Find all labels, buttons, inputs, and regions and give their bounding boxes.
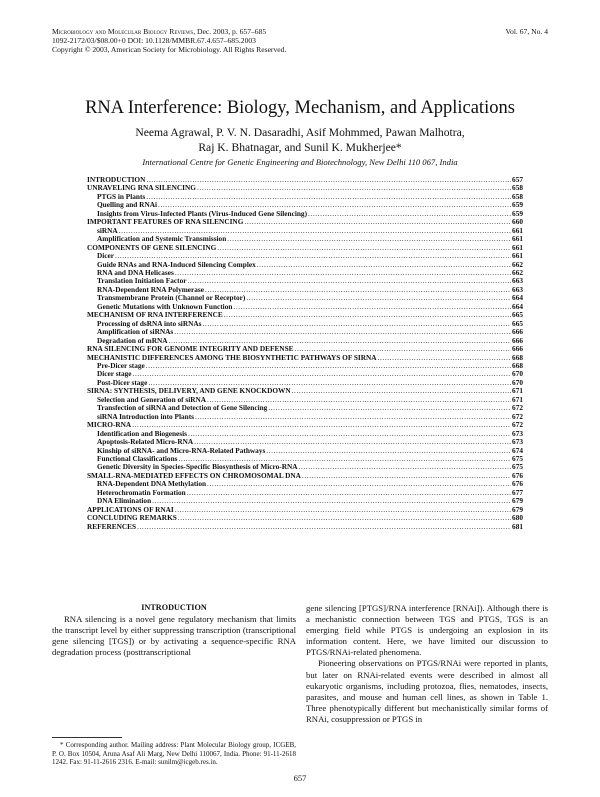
toc-entry-page: 671 — [512, 386, 523, 396]
toc-leader-dots — [302, 472, 511, 480]
toc-leader-dots — [292, 387, 511, 395]
toc-entry-page: 661 — [512, 234, 523, 244]
section-heading-introduction: INTRODUCTION — [141, 603, 207, 612]
page-number: 657 — [293, 773, 307, 783]
toc-leader-dots — [146, 176, 511, 184]
toc-entry[interactable] — [87, 413, 523, 421]
toc-entry-label: Functional Classifications — [97, 453, 178, 463]
toc-entry-page: 658 — [512, 183, 523, 193]
toc-entry-page: 671 — [512, 394, 523, 404]
toc-entry-label: PTGS in Plants — [97, 191, 146, 201]
toc-entry-page: 663 — [512, 284, 523, 294]
toc-entry-label: RNA and DNA Helicases — [97, 267, 174, 277]
toc-entry-page: 681 — [512, 521, 523, 531]
right-column — [306, 603, 548, 725]
toc-leader-dots — [146, 362, 511, 370]
toc-entry-label: INTRODUCTION — [87, 175, 146, 184]
toc-leader-dots — [175, 269, 511, 277]
toc-entry[interactable] — [87, 184, 523, 192]
authors-line-1: Neema Agrawal, P. V. N. Dasaradhi, Asif Mohmmed, Pawan Malhotra, — [135, 126, 465, 139]
toc-entry-page: 661 — [512, 225, 523, 235]
toc-entry-page: 661 — [512, 251, 523, 261]
toc-entry-page: 659 — [512, 200, 523, 210]
copyright-line: Copyright © 2003, American Society for Microbiology. All Rights Reserved. — [52, 45, 287, 55]
toc-leader-dots — [244, 218, 511, 226]
toc-entry-label: Dicer — [97, 251, 115, 261]
toc-entry[interactable] — [87, 489, 523, 497]
toc-entry-label: RNA-Dependent DNA Methylation — [97, 479, 207, 489]
toc-entry-label: Pre-Dicer stage — [97, 360, 145, 370]
toc-leader-dots — [197, 184, 511, 192]
journal-citation — [52, 27, 548, 36]
toc-entry-page: 663 — [512, 276, 523, 286]
toc-entry-page: 661 — [512, 242, 523, 252]
toc-entry-label: MICRO-RNA — [87, 420, 132, 430]
authors-line-2: Raj K. Bhatnagar, and Sunil K. Mukherjee* — [198, 141, 402, 154]
toc-entry-label: Apoptosis-Related Micro-RNA — [97, 437, 194, 447]
toc-leader-dots — [174, 328, 511, 336]
toc-entry-label: IMPORTANT FEATURES OF RNA SILENCING — [87, 217, 244, 227]
toc-entry-page: 679 — [512, 504, 523, 514]
toc-entry-label: Genetic Diversity in Species-Specific Biosynthesis of Micro-RNA — [97, 462, 298, 472]
toc-entry-page: 662 — [512, 259, 523, 269]
toc-entry-label: Genetic Mutations with Unknown Function — [97, 301, 233, 311]
toc-leader-dots — [195, 413, 511, 421]
toc-entry-label: Amplification and Systemic Transmission — [97, 234, 227, 244]
volume-number: Vol. 67, No. 4 — [505, 27, 548, 36]
toc-leader-dots — [187, 489, 511, 497]
toc-entry-label: Post-Dicer stage — [97, 377, 148, 387]
toc-entry-page: 665 — [512, 318, 523, 328]
toc-entry-label: DNA Elimination — [97, 496, 152, 506]
toc-leader-dots — [133, 370, 512, 378]
toc-entry-page: 665 — [512, 310, 523, 320]
toc-leader-dots — [378, 354, 511, 362]
toc-leader-dots — [137, 523, 511, 531]
toc-leader-dots — [178, 514, 511, 522]
toc-entry-page: 672 — [512, 403, 523, 413]
toc-entry-label: APPLICATIONS OF RNAI — [87, 504, 174, 514]
toc-entry-page: 660 — [512, 217, 523, 227]
toc-entry-page: 668 — [512, 352, 523, 362]
toc-leader-dots — [257, 261, 511, 269]
toc-entry-label: Kinship of siRNA- and Micro-RNA-Related Pathways — [97, 445, 266, 455]
toc-entry-page: 672 — [512, 411, 523, 421]
toc-entry-label: RNA-Dependent RNA Polymerase — [97, 284, 205, 294]
toc-entry-label: Identification and Biogenesis — [97, 428, 188, 438]
toc-entry-label: siRNA Introduction into Plants — [97, 411, 194, 421]
article-title: RNA Interference: Biology, Mechanism, and Applications — [85, 98, 515, 118]
toc-leader-dots — [187, 277, 511, 285]
running-header — [52, 27, 548, 55]
toc-entry-label: SIRNA: SYNTHESIS, DELIVERY, AND GENE KNOCKDOWN — [87, 386, 291, 396]
toc-entry[interactable] — [87, 354, 523, 362]
intro-paragraph-1: RNA silencing is a novel gene regulatory mechanism that limits the transcript level by either suppressing transcription (transcriptional gene silencing [TGS]) or by activating a sequence-specific RNA degradation process (posttranscriptional — [52, 614, 296, 658]
toc-entry-label: Selection and Generation of siRNA — [97, 394, 207, 404]
intro-paragraph-1-continued: gene silencing [PTGS]/RNA interference [RNAi]). Although there is a mechanistic connection between TGS and PTGS, TGS is an emerging field while PTGS is undergoing an explosion in its information content. Here, we have limited our discussion to PTGS/RNAi-related phenomena. — [306, 603, 548, 658]
toc-entry-label: Degradation of mRNA — [97, 335, 168, 345]
toc-entry-page: 673 — [512, 437, 523, 447]
toc-leader-dots — [146, 193, 511, 201]
toc-entry-page: 679 — [512, 496, 523, 506]
intro-paragraph-2: Pioneering observations on PTGS/RNAi were reported in plants, but later on RNAi-related events were described in almost all eukaryotic organisms, including protozoa, flies, nematodes, insects, parasites, and mouse and human cell lines, as shown in Table 1. Three phenotypically different but mechanistically similar forms of RNAi, cosuppression or PTGS in — [306, 658, 548, 724]
toc-entry-page: 657 — [512, 175, 523, 184]
toc-entry-page: 676 — [512, 479, 523, 489]
toc-entry[interactable] — [87, 370, 523, 378]
journal-name: Microbiology and Molecular Biology Reviews — [52, 27, 194, 36]
toc-entry-label: Dicer stage — [97, 369, 132, 379]
toc-entry[interactable] — [87, 523, 523, 531]
toc-entry-label: Quelling and RNAi — [97, 200, 158, 210]
toc-entry-page: 670 — [512, 377, 523, 387]
toc-entry-page: 677 — [512, 487, 523, 497]
toc-entry-page: 672 — [512, 420, 523, 430]
toc-entry-label: siRNA — [97, 225, 118, 235]
toc-leader-dots — [233, 303, 511, 311]
toc-entry-page: 680 — [512, 513, 523, 523]
toc-leader-dots — [299, 463, 512, 471]
toc-entry-page: 675 — [512, 453, 523, 463]
toc-leader-dots — [227, 235, 511, 243]
toc-entry-label: Insights from Virus-Infected Plants (Virus-Induced Gene Silencing) — [97, 208, 307, 218]
toc-entry-label: UNRAVELING RNA SILENCING — [87, 183, 196, 193]
toc-entry-label: MECHANISTIC DIFFERENCES AMONG THE BIOSYNTHETIC PATHWAYS OF SIRNA — [87, 352, 377, 362]
toc-leader-dots — [268, 404, 511, 412]
toc-leader-dots — [202, 320, 511, 328]
table-of-contents — [87, 176, 523, 531]
toc-leader-dots — [175, 506, 511, 514]
toc-entry[interactable] — [87, 362, 523, 370]
toc-entry-page: 662 — [512, 267, 523, 277]
toc-entry-label: COMPONENTS OF GENE SILENCING — [87, 242, 217, 252]
toc-leader-dots — [266, 447, 511, 455]
toc-entry-label: Transmembrane Protein (Channel or Receptor) — [97, 293, 246, 303]
toc-entry-page: 664 — [512, 301, 523, 311]
toc-entry-page: 676 — [512, 470, 523, 480]
toc-entry-page: 674 — [512, 445, 523, 455]
toc-leader-dots — [152, 497, 511, 505]
toc-entry-label: SMALL-RNA-MEDIATED EFFECTS ON CHROMOSOMAL DNA — [87, 470, 301, 480]
toc-entry-page: 668 — [512, 360, 523, 370]
issue-date-pages: , Dec. 2003, p. 657–685 — [193, 27, 267, 36]
toc-entry-label: Transfection of siRNA and Detection of Gene Silencing — [97, 403, 268, 413]
toc-entry-page: 675 — [512, 462, 523, 472]
left-column — [52, 614, 296, 658]
toc-leader-dots — [205, 286, 511, 294]
toc-entry-page: 658 — [512, 191, 523, 201]
toc-leader-dots — [207, 480, 511, 488]
toc-entry-page: 670 — [512, 369, 523, 379]
toc-leader-dots — [132, 421, 511, 429]
affiliation: International Centre for Genetic Engineering and Biotechnology, New Delhi 110 067, India — [142, 157, 458, 167]
footnote-text: * Corresponding author. Mailing address: Plant Molecular Biology group, ICGEB, P. O. Box 10504, Aruna Asaf Ali Marg, New Delhi 110067, India. Phone: 91-11-2618 1242. Fax: 91-11-2616 2316. E-mail: sunilm@icgeb.res.in. — [52, 741, 296, 767]
toc-entry-page: 666 — [512, 335, 523, 345]
author-list — [0, 125, 600, 155]
toc-entry[interactable] — [87, 514, 523, 522]
toc-entry[interactable] — [87, 218, 523, 226]
toc-leader-dots — [217, 244, 511, 252]
toc-entry-page: 659 — [512, 208, 523, 218]
toc-leader-dots — [246, 294, 511, 302]
toc-leader-dots — [308, 210, 511, 218]
toc-entry-page: 666 — [512, 327, 523, 337]
toc-entry-label: Heterochromatin Formation — [97, 487, 186, 497]
issn-doi: 1092-2172/03/$08.00+0 DOI: 10.1128/MMBR.67.4.657–685.2003 — [52, 36, 256, 46]
toc-entry-label: Guide RNAs and RNA-Induced Silencing Complex — [97, 259, 256, 269]
toc-entry-label: RNA SILENCING FOR GENOME INTEGRITY AND DEFENSE — [87, 344, 294, 354]
toc-entry-page: 664 — [512, 293, 523, 303]
toc-entry[interactable] — [87, 244, 523, 252]
toc-entry-label: Amplification of siRNAs — [97, 327, 174, 337]
toc-entry-label: MECHANISM OF RNA INTERFERENCE — [87, 310, 223, 320]
toc-entry-label: CONCLUDING REMARKS — [87, 513, 177, 523]
toc-leader-dots — [224, 311, 511, 319]
toc-entry-page: 673 — [512, 428, 523, 438]
toc-entry-label: Translation Initiation Factor — [97, 276, 187, 286]
footnote-divider — [52, 737, 122, 738]
toc-entry-page: 666 — [512, 344, 523, 354]
toc-entry-label: REFERENCES — [87, 521, 137, 531]
toc-entry-label: Processing of dsRNA into siRNAs — [97, 318, 202, 328]
corresponding-author-footnote — [52, 741, 296, 767]
toc-leader-dots — [188, 430, 511, 438]
